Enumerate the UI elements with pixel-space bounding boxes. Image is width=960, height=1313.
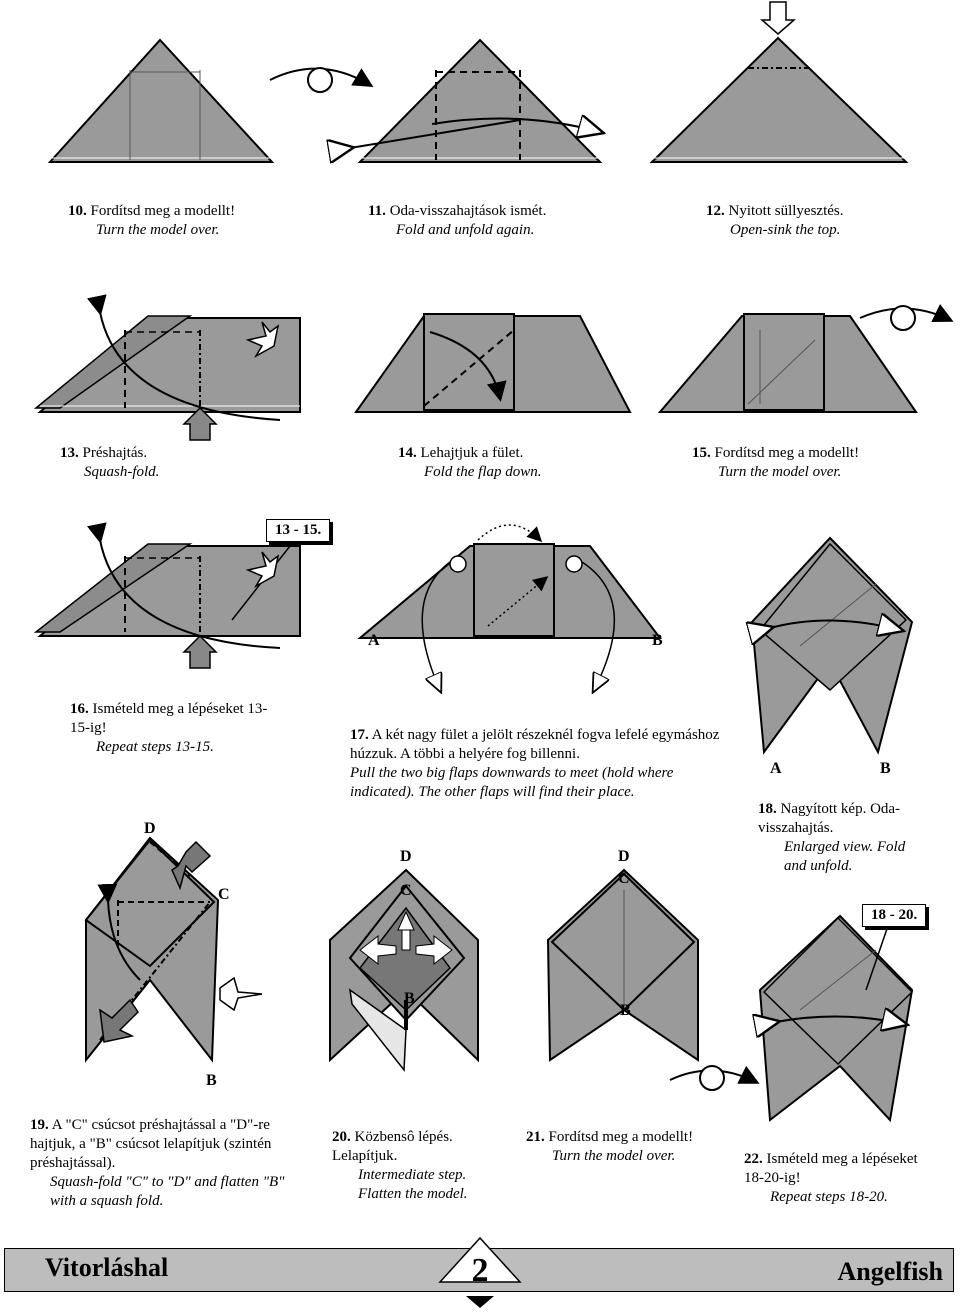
caption-en: Squash-fold. [84, 464, 160, 480]
footer-title-hu: Vitorláshal [45, 1253, 169, 1282]
caption-hu: Nyitott süllyesztés. [728, 203, 844, 219]
caption-hu: Fordítsd meg a modellt! [548, 1129, 694, 1145]
step-number: 15. [692, 445, 711, 461]
caption-en: Open-sink the top. [730, 222, 841, 238]
step-number: 19. [30, 1117, 49, 1133]
caption-en: Intermediate step. Flatten the model. [358, 1167, 468, 1202]
page-number-badge [436, 1232, 524, 1308]
caption-hu: Lehajtjuk a fület. [420, 445, 524, 461]
step-number: 11. [368, 203, 386, 219]
caption-hu: A két nagy fület a jelölt részeknél fogva lefelé egymáshoz húzzuk. A többi a helyére fog billenni. [350, 727, 720, 762]
page-number: 2 [471, 1252, 489, 1289]
caption-hu: Oda-visszahajtások ismét. [389, 203, 547, 219]
caption-hu: Közbensô lépés. Lelapítjuk. [332, 1129, 453, 1164]
step-number: 18. [758, 801, 777, 817]
caption-en: Repeat steps 18-20. [770, 1189, 888, 1205]
step-number: 16. [70, 701, 89, 717]
step-number: 17. [350, 727, 369, 743]
step-14-diagram [356, 314, 630, 412]
label-b-step18: B [880, 760, 891, 777]
step-number: 21. [526, 1129, 545, 1145]
repeat-box-18-20: 18 - 20. [862, 904, 926, 927]
step-10-caption [68, 202, 235, 240]
caption-en: Turn the model over. [96, 222, 220, 238]
caption-hu: A "C" csúcsot préshajtással a "D"-re hajtjuk, a "B" csúcsot lelapítjuk (szintén préshajtással). [30, 1117, 272, 1171]
label-c-step19: C [218, 886, 230, 903]
footer-title-en: Angelfish [837, 1257, 943, 1286]
step-20-diagram [330, 870, 478, 1070]
caption-en: Pull the two big flaps downwards to meet (hold where indicated). The other flaps will find their place. [350, 765, 674, 800]
step-number: 20. [332, 1129, 351, 1145]
step-17-caption [350, 726, 720, 802]
step-number: 13. [60, 445, 79, 461]
step-14-caption [398, 444, 542, 482]
turn-over-icon-21 [670, 1066, 756, 1090]
step-15-caption [692, 444, 859, 482]
step-16-caption [70, 700, 270, 757]
step-19-diagram [86, 838, 262, 1060]
caption-hu: Ismételd meg a lépéseket 13-15-ig! [70, 701, 268, 736]
step-number: 10. [68, 203, 87, 219]
step-18-diagram [752, 538, 912, 752]
label-b-step19: B [206, 1072, 217, 1089]
caption-en: Turn the model over. [552, 1148, 676, 1164]
turn-over-icon-15 [860, 306, 950, 330]
caption-hu: Préshajtás. [82, 445, 148, 461]
caption-en: Squash-fold "C" to "D" and flatten "B" with a squash fold. [50, 1174, 285, 1209]
step-number: 22. [744, 1151, 763, 1167]
step-20-caption [332, 1128, 512, 1204]
caption-en: Enlarged view. Fold and unfold. [784, 839, 906, 874]
caption-hu: Fordítsd meg a modellt! [714, 445, 860, 461]
step-17-diagram [360, 525, 660, 690]
step-13-diagram [36, 312, 300, 440]
step-12-diagram [652, 2, 906, 162]
step-number: 14. [398, 445, 417, 461]
step-number: 12. [706, 203, 725, 219]
caption-hu: Nagyított kép. Oda-visszahajtás. [758, 801, 901, 836]
step-15-diagram [660, 314, 916, 412]
step-12-caption [706, 202, 844, 240]
caption-en: Fold the flap down. [424, 464, 542, 480]
repeat-box-13-15: 13 - 15. [266, 519, 330, 542]
step-16-diagram [36, 540, 300, 668]
label-b-step20: B [404, 990, 415, 1007]
step-19-caption [30, 1116, 310, 1211]
label-d-step21: D [618, 848, 630, 865]
step-21-caption [526, 1128, 726, 1166]
step-21-diagram [548, 870, 698, 1060]
label-b-step17: B [652, 632, 663, 649]
caption-en: Turn the model over. [718, 464, 842, 480]
step-18-caption [758, 800, 928, 876]
caption-hu: Ismételd meg a lépéseket 18-20-ig! [744, 1151, 918, 1186]
label-b-step21: B [620, 1002, 631, 1019]
label-a-step17: A [368, 632, 380, 649]
step-10-diagram [50, 40, 272, 162]
label-d-step19: D [144, 820, 156, 837]
label-c-step21: C [618, 870, 630, 887]
step-13-caption [60, 444, 159, 482]
caption-en: Fold and unfold again. [396, 222, 535, 238]
label-d-step20: D [400, 848, 412, 865]
step-11-diagram [350, 40, 600, 162]
label-a-step18: A [770, 760, 782, 777]
step-22-diagram [760, 916, 912, 1120]
step-11-caption [368, 202, 546, 240]
caption-hu: Fordítsd meg a modellt! [90, 203, 236, 219]
caption-en: Repeat steps 13-15. [96, 739, 214, 755]
turn-over-icon-10 [270, 68, 370, 92]
step-22-caption [744, 1150, 924, 1207]
label-c-step20: C [400, 882, 412, 899]
